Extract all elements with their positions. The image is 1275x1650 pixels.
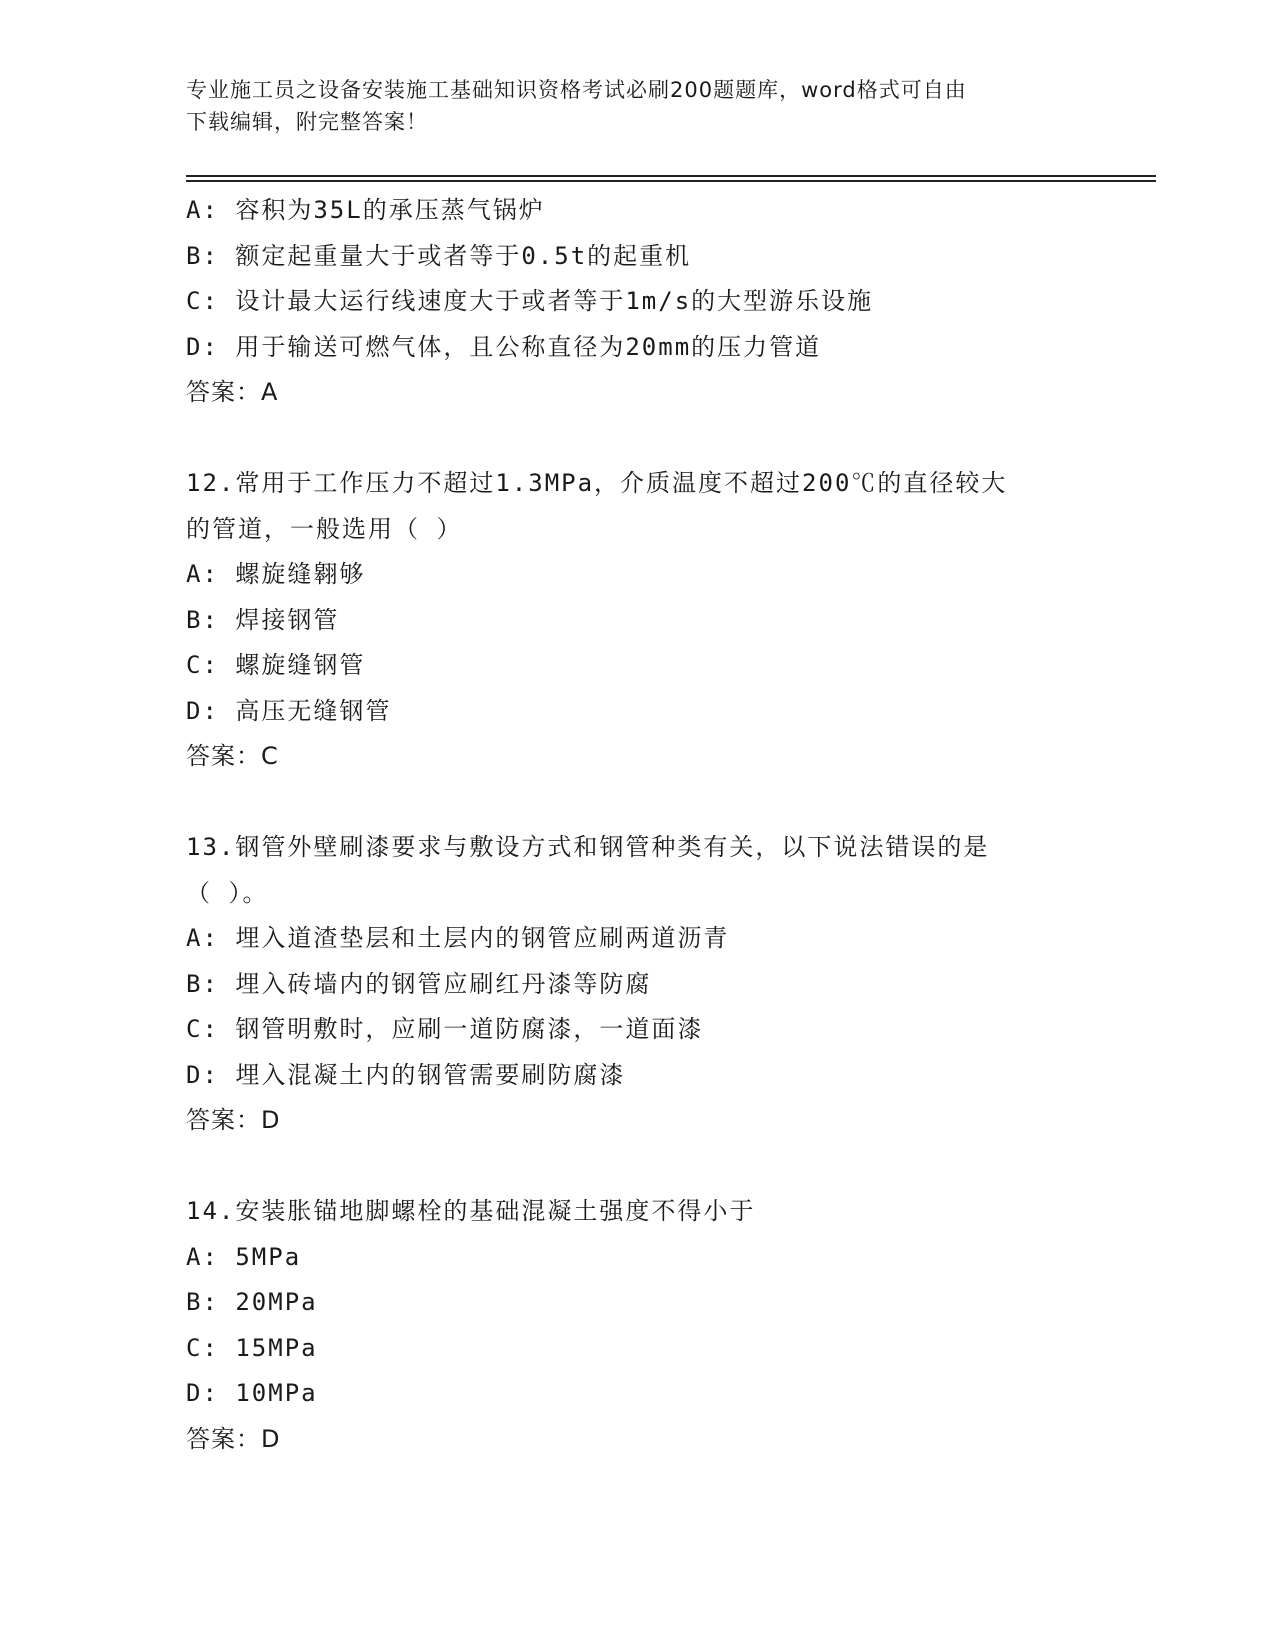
question-stem: 13.钢管外壁刷漆要求与敷设方式和钢管种类有关，以下说法错误的是 — [186, 833, 990, 861]
option-c: C: 设计最大运行线速度大于或者等于1m/s的大型游乐设施 — [186, 287, 874, 315]
question-11 — [186, 188, 1086, 416]
spacer — [186, 416, 1086, 462]
option-a: A: 5MPa — [186, 1242, 302, 1271]
question-13 — [186, 825, 1086, 1144]
option-b: B: 20MPa — [186, 1288, 318, 1316]
question-list — [186, 188, 1086, 1462]
question-12 — [186, 461, 1086, 780]
option-d: D: 用于输送可燃气体，且公称直径为20mm的压力管道 — [186, 332, 822, 361]
answer: 答案：C — [186, 742, 279, 770]
question-stem: 14.安装胀锚地脚螺栓的基础混凝土强度不得小于 — [186, 1197, 756, 1225]
header-divider-top — [186, 175, 1156, 177]
option-a: A: 容积为35L的承压蒸气锅炉 — [186, 196, 545, 224]
question-stem: 12.常用于工作压力不超过1.3MPa，介质温度不超过200℃的直径较大 — [186, 469, 1008, 497]
option-b: B: 焊接钢管 — [186, 605, 340, 634]
option-d: D: 10MPa — [186, 1379, 318, 1407]
question-14 — [186, 1189, 1086, 1462]
header-line-1: 专业施工员之设备安装施工基础知识资格考试必刷200题题库，word格式可自由 — [186, 78, 967, 102]
document-header — [186, 74, 1066, 138]
option-c: C: 螺旋缝钢管 — [186, 651, 366, 679]
answer: 答案：A — [186, 378, 279, 406]
answer: 答案：D — [186, 1106, 281, 1134]
header-line-2: 下载编辑，附完整答案！ — [186, 110, 428, 134]
option-d: D: 高压无缝钢管 — [186, 696, 392, 725]
question-stem-continued: 的管道，一般选用（ ） — [186, 514, 463, 543]
option-c: C: 钢管明敷时，应刷一道防腐漆，一道面漆 — [186, 1015, 704, 1043]
spacer — [186, 780, 1086, 826]
option-a: A: 螺旋缝翱够 — [186, 560, 366, 588]
spacer — [186, 1144, 1086, 1190]
option-d: D: 埋入混凝土内的钢管需要刷防腐漆 — [186, 1060, 626, 1089]
question-stem-continued: （ ）。 — [186, 878, 269, 907]
header-divider-bottom — [186, 180, 1156, 182]
option-b: B: 额定起重量大于或者等于0.5t的起重机 — [186, 241, 692, 270]
option-c: C: 15MPa — [186, 1333, 318, 1362]
answer: 答案：D — [186, 1424, 281, 1453]
option-b: B: 埋入砖墙内的钢管应刷红丹漆等防腐 — [186, 969, 652, 998]
option-a: A: 埋入道渣垫层和土层内的钢管应刷两道沥青 — [186, 924, 730, 952]
